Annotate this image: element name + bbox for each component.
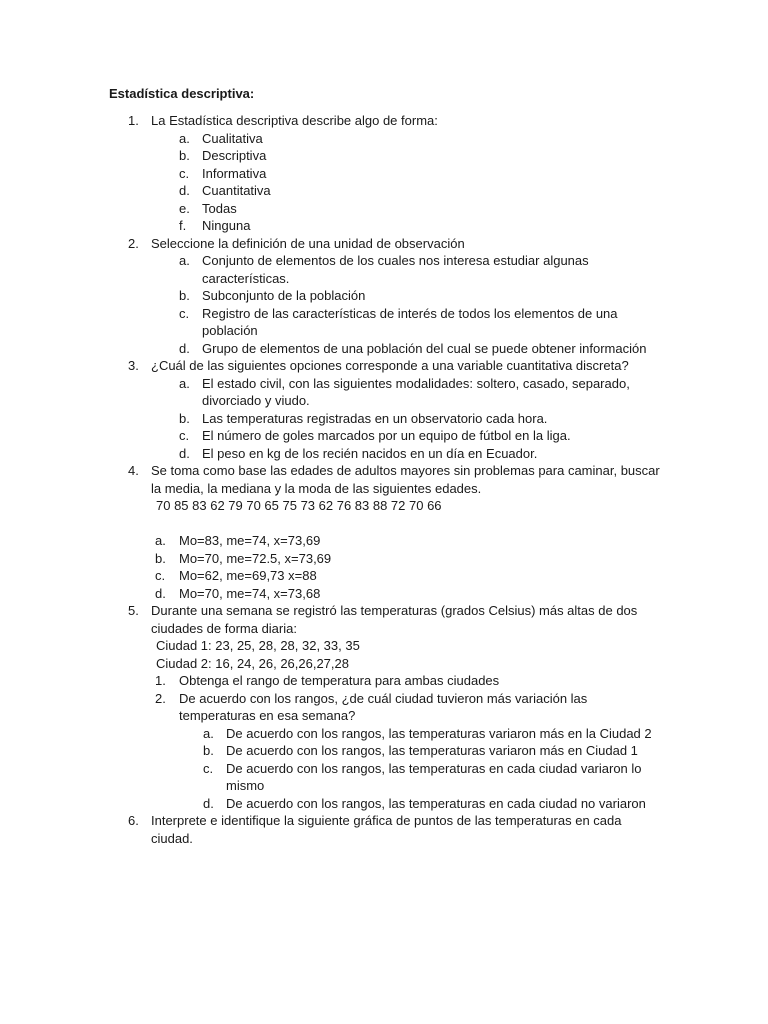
- option: [0, 287, 768, 305]
- option-letter: c.: [203, 760, 214, 776]
- question-5: [0, 602, 768, 620]
- option: [0, 375, 768, 393]
- city-1-temperatures: Ciudad 1: 23, 25, 28, 28, 32, 33, 35: [156, 638, 360, 653]
- question-number: 2.: [128, 235, 139, 251]
- question-list: [0, 112, 768, 847]
- option-letter: d.: [155, 585, 166, 601]
- option-letter: c.: [179, 305, 190, 321]
- option-text: De acuerdo con los rangos, las temperaturas en cada ciudad no variaron: [226, 795, 646, 811]
- option-text: De acuerdo con los rangos, las temperaturas variaron más en Ciudad 1: [226, 743, 638, 758]
- sub-question-text: De acuerdo con los rangos, ¿de cuál ciudad tuvieron más variación las: [179, 690, 588, 706]
- city-1-data: [0, 637, 768, 655]
- question-4: [0, 462, 768, 480]
- option: [0, 585, 768, 603]
- option: [0, 795, 768, 813]
- option: [0, 427, 768, 445]
- option-text: De acuerdo con los rangos, las temperaturas variaron más en la Ciudad 2: [226, 725, 652, 741]
- option: [0, 445, 768, 463]
- question-text: Seleccione la definición de una unidad de observación: [151, 235, 465, 251]
- option: [0, 567, 768, 585]
- option-letter: f.: [179, 218, 187, 233]
- data-values: [0, 497, 768, 515]
- option-letter: a.: [179, 253, 190, 268]
- sub-question: [0, 690, 768, 708]
- option-letter: b.: [179, 148, 190, 163]
- option: [0, 182, 768, 200]
- sub-question-number: 1.: [155, 673, 166, 688]
- question-3: [0, 357, 768, 375]
- option-text: Mo=83, me=74, x=73,69: [179, 533, 321, 548]
- option-letter: b.: [179, 288, 190, 303]
- option-letter: a.: [155, 533, 166, 548]
- city-2-temperatures: Ciudad 2: 16, 24, 26, 26,26,27,28: [156, 655, 349, 671]
- option: [0, 410, 768, 428]
- option-letter: a.: [179, 130, 190, 146]
- option-text-continued: población: [202, 323, 258, 338]
- question-text-continued: la media, la mediana y la moda de las siguientes edades.: [151, 480, 482, 496]
- option-letter: b.: [203, 743, 214, 758]
- question-number: 5.: [128, 603, 139, 618]
- question-2: [0, 235, 768, 253]
- question-1: [0, 112, 768, 130]
- option: [0, 340, 768, 358]
- option-letter: a.: [203, 725, 214, 741]
- question-text: Interprete e identifique la siguiente gráfica de puntos de las temperaturas en cada: [151, 813, 622, 828]
- sub-question-continuation: [0, 707, 768, 725]
- option-text: El estado civil, con las siguientes modalidades: soltero, casado, separado,: [202, 375, 630, 391]
- sub-question-text: Obtenga el rango de temperatura para ambas ciudades: [179, 673, 500, 688]
- option-continuation: [0, 270, 768, 288]
- option: [0, 725, 768, 743]
- option-letter: c.: [155, 568, 166, 583]
- option-letter: b.: [179, 410, 190, 426]
- option-text: Ninguna: [202, 218, 251, 233]
- question-continuation: [0, 480, 768, 498]
- option-continuation: [0, 392, 768, 410]
- document-title: Estadística descriptiva:: [109, 86, 255, 101]
- option-letter: a.: [179, 375, 190, 391]
- question-number: 1.: [128, 113, 139, 128]
- question-number: 3.: [128, 358, 139, 373]
- option-text-continued: mismo: [226, 778, 265, 793]
- question-6: [0, 812, 768, 830]
- option: [0, 305, 768, 323]
- question-number: 6.: [128, 813, 139, 828]
- question-text: Durante una semana se registró las temperaturas (grados Celsius) más altas de dos: [151, 603, 638, 618]
- option: [0, 742, 768, 760]
- option: [0, 147, 768, 165]
- option: [0, 217, 768, 235]
- question-text: ¿Cuál de las siguientes opciones corresponde a una variable cuantitativa discreta?: [151, 358, 629, 373]
- option: [0, 550, 768, 568]
- option: [0, 532, 768, 550]
- option-letter: b.: [155, 550, 166, 566]
- option-text-continued: divorciado y viudo.: [202, 393, 310, 408]
- option-text: Conjunto de elementos de los cuales nos interesa estudiar algunas: [202, 253, 589, 268]
- option-text: Informativa: [202, 165, 267, 181]
- question-text: Se toma como base las edades de adultos mayores sin problemas para caminar, buscar: [151, 463, 660, 478]
- option-continuation: [0, 322, 768, 340]
- option-letter: e.: [179, 200, 190, 216]
- option-text: Todas: [202, 200, 237, 216]
- option: [0, 130, 768, 148]
- option-letter: c.: [179, 165, 190, 181]
- question-continuation: [0, 830, 768, 848]
- option-letter: c.: [179, 428, 190, 443]
- option-text: Descriptiva: [202, 148, 267, 163]
- option-text: De acuerdo con los rangos, las temperaturas en cada ciudad variaron lo: [226, 760, 642, 776]
- question-text: La Estadística descriptiva describe algo de forma:: [151, 113, 438, 128]
- ages-list: 70 85 83 62 79 70 65 75 73 62 76 83 88 72 70 66: [156, 498, 442, 513]
- option-letter: d.: [179, 183, 190, 198]
- option-text: El número de goles marcados por un equipo de fútbol en la liga.: [202, 428, 571, 443]
- option-text: Mo=62, me=69,73 x=88: [179, 568, 317, 583]
- sub-question-number: 2.: [155, 690, 166, 706]
- sub-question-text-continued: temperaturas en esa semana?: [179, 708, 356, 723]
- option-text: Registro de las características de interés de todos los elementos de una: [202, 305, 618, 321]
- question-text-continued: ciudades de forma diaria:: [151, 620, 297, 636]
- option-continuation: [0, 777, 768, 795]
- sub-question: [0, 672, 768, 690]
- option-letter: d.: [179, 340, 190, 356]
- option-text: Subconjunto de la población: [202, 288, 366, 303]
- city-2-data: [0, 655, 768, 673]
- question-continuation: [0, 620, 768, 638]
- option-text: Las temperaturas registradas en un observatorio cada hora.: [202, 410, 548, 426]
- option-letter: d.: [179, 445, 190, 461]
- question-number: 4.: [128, 463, 139, 478]
- option-text-continued: características.: [202, 270, 290, 286]
- option-letter: d.: [203, 795, 214, 811]
- option-text: Mo=70, me=72.5, x=73,69: [179, 550, 332, 566]
- option-text: Mo=70, me=74, x=73,68: [179, 585, 321, 601]
- option-text: Cuantitativa: [202, 183, 271, 198]
- option: [0, 165, 768, 183]
- option: [0, 760, 768, 778]
- option: [0, 200, 768, 218]
- option-text: Cualitativa: [202, 130, 263, 146]
- question-text-continued: ciudad.: [151, 830, 193, 846]
- option-text: Grupo de elementos de una población del cual se puede obtener información: [202, 340, 647, 356]
- option: [0, 252, 768, 270]
- option-text: El peso en kg de los recién nacidos en un día en Ecuador.: [202, 445, 538, 461]
